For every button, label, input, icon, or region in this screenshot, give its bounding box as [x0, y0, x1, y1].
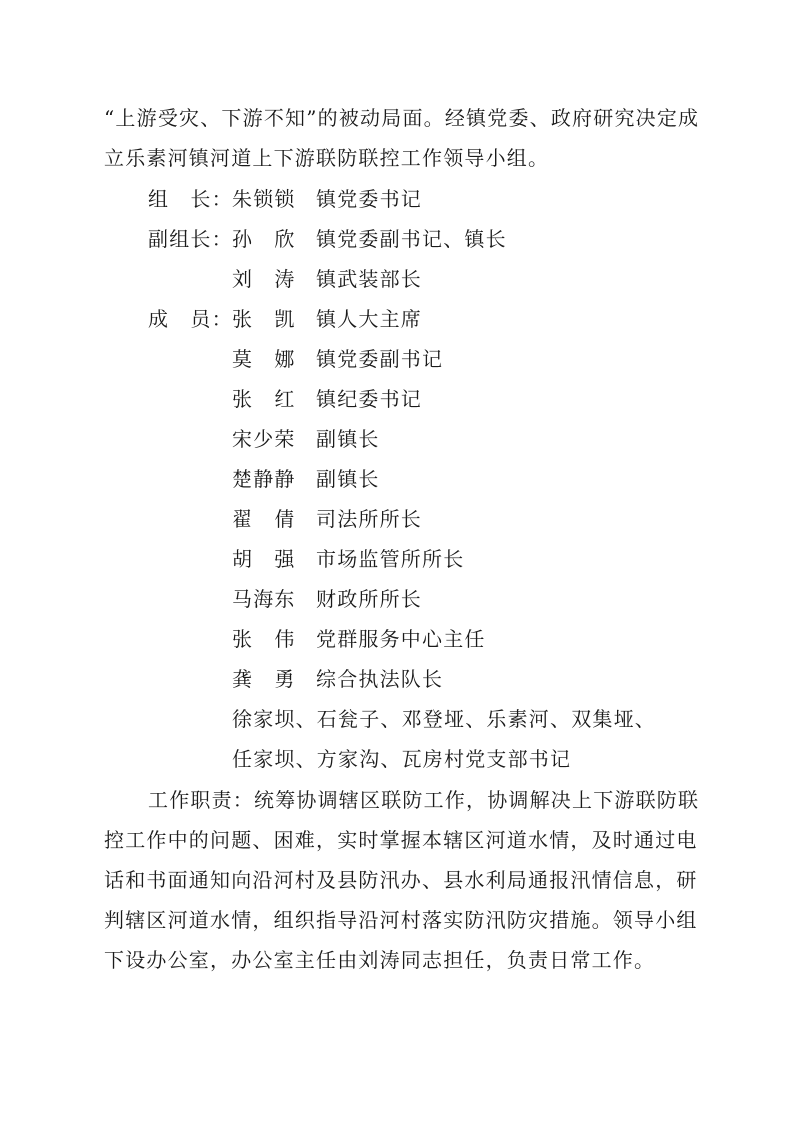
roster-post: 党群服务中心主任	[316, 627, 486, 651]
roster-name: 张 红	[232, 387, 296, 411]
roster-role: 组 长：	[148, 187, 233, 211]
intro-paragraph: “上游受灾、下游不知”的被动局面。经镇党委、政府研究决定成立乐素河镇河道上下游联防联控工作领导小组。	[104, 106, 700, 170]
village-secretaries-text: 徐家坝、石瓮子、邓登垭、乐素河、双集垭、	[232, 707, 656, 731]
leadership-roster	[104, 179, 704, 779]
roster-role: 成 员：	[148, 307, 233, 331]
roster-row	[104, 299, 704, 339]
roster-name: 莫 娜	[232, 347, 296, 371]
roster-name: 翟 倩	[232, 507, 296, 531]
duties-paragraph: 工作职责：统筹协调辖区联防工作，协调解决上下游联防联控工作中的问题、困难，实时掌握本辖区河道水情，及时通过电话和书面通知向沿河村及县防汛办、县水利局通报汛情信息，研判辖区河道水情，组织指导沿河村落实防汛防灾措施。领导小组下设办公室，办公室主任由刘涛同志担任，负责日常工作。	[104, 788, 700, 972]
roster-post: 镇党委副书记	[316, 347, 444, 371]
roster-name: 楚静静	[232, 467, 296, 491]
roster-row	[104, 659, 704, 699]
village-secretaries-line-1	[104, 699, 704, 739]
roster-row	[104, 579, 704, 619]
roster-name: 龚 勇	[232, 667, 296, 691]
roster-name: 朱锁锁	[232, 187, 296, 211]
roster-row	[104, 179, 704, 219]
roster-name: 刘 涛	[232, 267, 296, 291]
roster-post: 镇党委副书记、镇长	[316, 227, 507, 251]
roster-row	[104, 339, 704, 379]
roster-post: 镇党委书记	[316, 187, 422, 211]
village-secretaries-text: 任家坝、方家沟、瓦房村党支部书记	[232, 747, 572, 771]
roster-name: 马海东	[232, 587, 296, 611]
roster-row	[104, 259, 704, 299]
roster-post: 财政所所长	[316, 587, 422, 611]
roster-post: 综合执法队长	[316, 667, 444, 691]
roster-row	[104, 419, 704, 459]
roster-row	[104, 499, 704, 539]
roster-name: 孙 欣	[232, 227, 296, 251]
roster-name: 张 伟	[232, 627, 296, 651]
roster-row	[104, 539, 704, 579]
roster-post: 镇纪委书记	[316, 387, 422, 411]
roster-row	[104, 379, 704, 419]
roster-role: 副组长：	[148, 227, 233, 251]
roster-row	[104, 219, 704, 259]
roster-row	[104, 459, 704, 499]
roster-name: 张 凯	[232, 307, 296, 331]
roster-row	[104, 619, 704, 659]
roster-name: 宋少荣	[232, 427, 296, 451]
village-secretaries-line-2	[104, 739, 704, 779]
roster-post: 市场监管所所长	[316, 547, 465, 571]
roster-post: 镇人大主席	[316, 307, 422, 331]
roster-post: 镇武装部长	[316, 267, 422, 291]
roster-post: 副镇长	[316, 467, 380, 491]
roster-post: 司法所所长	[316, 507, 422, 531]
roster-post: 副镇长	[316, 427, 380, 451]
roster-name: 胡 强	[232, 547, 296, 571]
